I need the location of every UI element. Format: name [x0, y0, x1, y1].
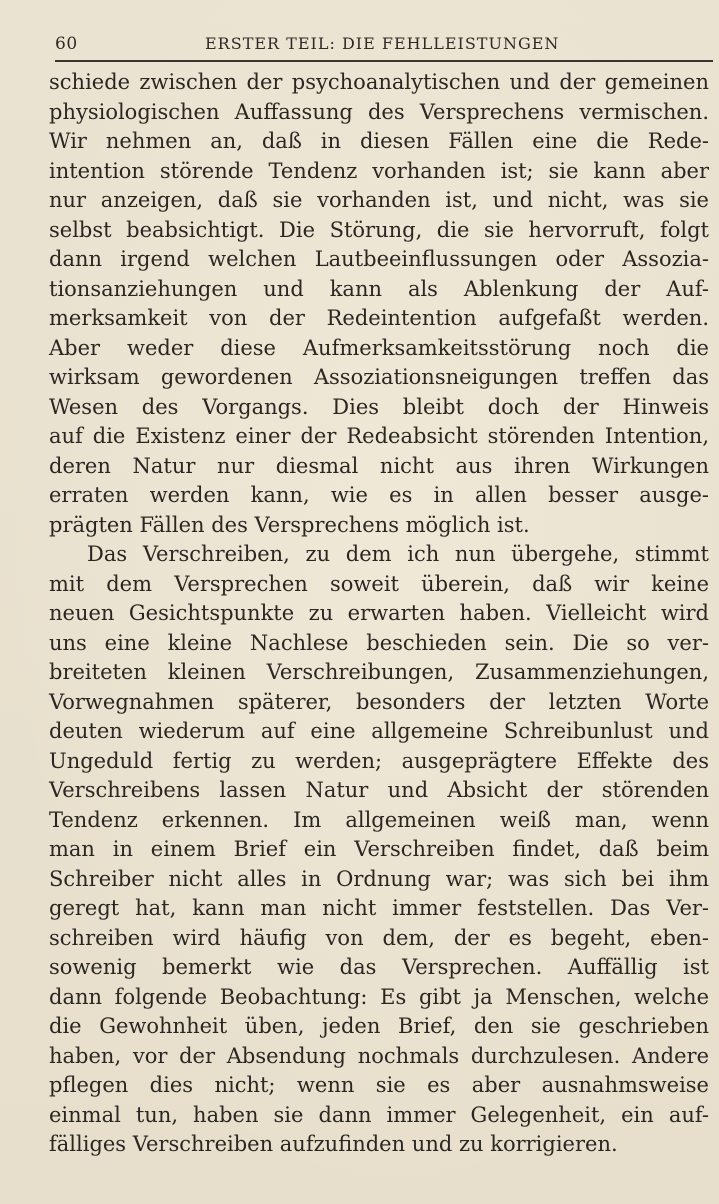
text-line: schiede zwischen der psychoanalytischen und der gemeinen	[49, 70, 709, 94]
text-line: merksamkeit von der Redeintention aufgefaßt werden.	[49, 306, 709, 330]
text-line: Verschreibens lassen Natur und Absicht der störenden	[49, 778, 709, 802]
text-line: dann folgende Beobachtung: Es gibt ja Menschen, welche	[49, 984, 709, 1009]
text-line: fälliges Verschreiben aufzufinden und zu korrigieren.	[49, 1132, 618, 1156]
text-line: erraten werden kann, wie es in allen besser ausge-	[49, 483, 709, 507]
text-line: Tendenz erkennen. Im allgemeinen weiß man, wenn	[49, 807, 709, 832]
text-line: Wir nehmen an, daß in diesen Fällen eine die Rede-	[49, 129, 709, 153]
text-line: wirksam gewordenen Assoziationsneigungen treffen das	[49, 365, 709, 389]
text-line: sowenig bemerkt wie das Versprechen. Auffällig ist	[49, 955, 709, 979]
text-line: tionsanziehungen und kann als Ablenkung der Auf-	[49, 276, 709, 301]
paragraph-end-line: prägten Fällen des Versprechens möglich ist.	[49, 512, 530, 537]
running-title: ERSTER TEIL: DIE FEHLLEISTUNGEN	[205, 34, 560, 53]
text-line: pflegen dies nicht; wenn sie es aber ausnahmsweise	[49, 1073, 709, 1097]
running-header	[55, 34, 713, 62]
text-line: Aber weder diese Aufmerksamkeitsstörung noch die	[49, 335, 709, 360]
text-line: die Gewohnheit üben, jeden Brief, den sie geschrieben	[49, 1014, 709, 1038]
text-line: neuen Gesichtspunkte zu erwarten haben. Vielleicht wird	[49, 601, 709, 625]
text-line: uns eine kleine Nachlese beschieden sein. Die so ver-	[49, 630, 709, 655]
text-line: nur anzeigen, daß sie vorhanden ist, und nicht, was sie	[49, 188, 709, 212]
text-line: breiteten kleinen Verschreibungen, Zusammenziehungen,	[49, 660, 709, 684]
text-line: man in einem Brief ein Verschreiben findet, daß beim	[49, 837, 709, 861]
text-line: deren Natur nur diesmal nicht aus ihren Wirkungen	[49, 453, 709, 478]
text-line: physiologischen Auffassung des Versprechens vermischen.	[49, 99, 709, 124]
text-line: intention störende Tendenz vorhanden ist; sie kann aber	[49, 158, 709, 183]
text-line: haben, vor der Absendung nochmals durchzulesen. Andere	[49, 1043, 709, 1068]
text-line: mit dem Versprechen soweit überein, daß wir keine	[49, 571, 709, 596]
text-line: dann irgend welchen Lautbeeinflussungen oder Assozia-	[49, 247, 709, 271]
paragraph-start-line: Das Verschreiben, zu dem ich nun übergehe, stimmt	[87, 542, 709, 566]
text-line: Schreiber nicht alles in Ordnung war; was sich bei ihm	[49, 866, 709, 891]
text-line: auf die Existenz einer der Redeabsicht störenden Intention,	[49, 424, 709, 448]
text-line: deuten wiederum auf eine allgemeine Schreibunlust und	[49, 719, 709, 743]
text-line: selbst beabsichtigt. Die Störung, die sie hervorruft, folgt	[49, 217, 709, 242]
text-line: geregt hat, kann man nicht immer feststellen. Das Ver-	[49, 896, 709, 920]
text-line: einmal tun, haben sie dann immer Gelegenheit, ein auf-	[49, 1102, 709, 1127]
text-line: schreiben wird häufig von dem, der es begeht, eben-	[49, 925, 709, 950]
text-line: Vorwegnahmen späterer, besonders der letzten Worte	[49, 689, 709, 714]
page-number: 60	[55, 34, 78, 54]
text-line: Ungeduld fertig zu werden; ausgeprägtere Effekte des	[49, 748, 709, 773]
text-line: Wesen des Vorgangs. Dies bleibt doch der Hinweis	[49, 394, 709, 419]
body-text	[49, 68, 709, 1160]
